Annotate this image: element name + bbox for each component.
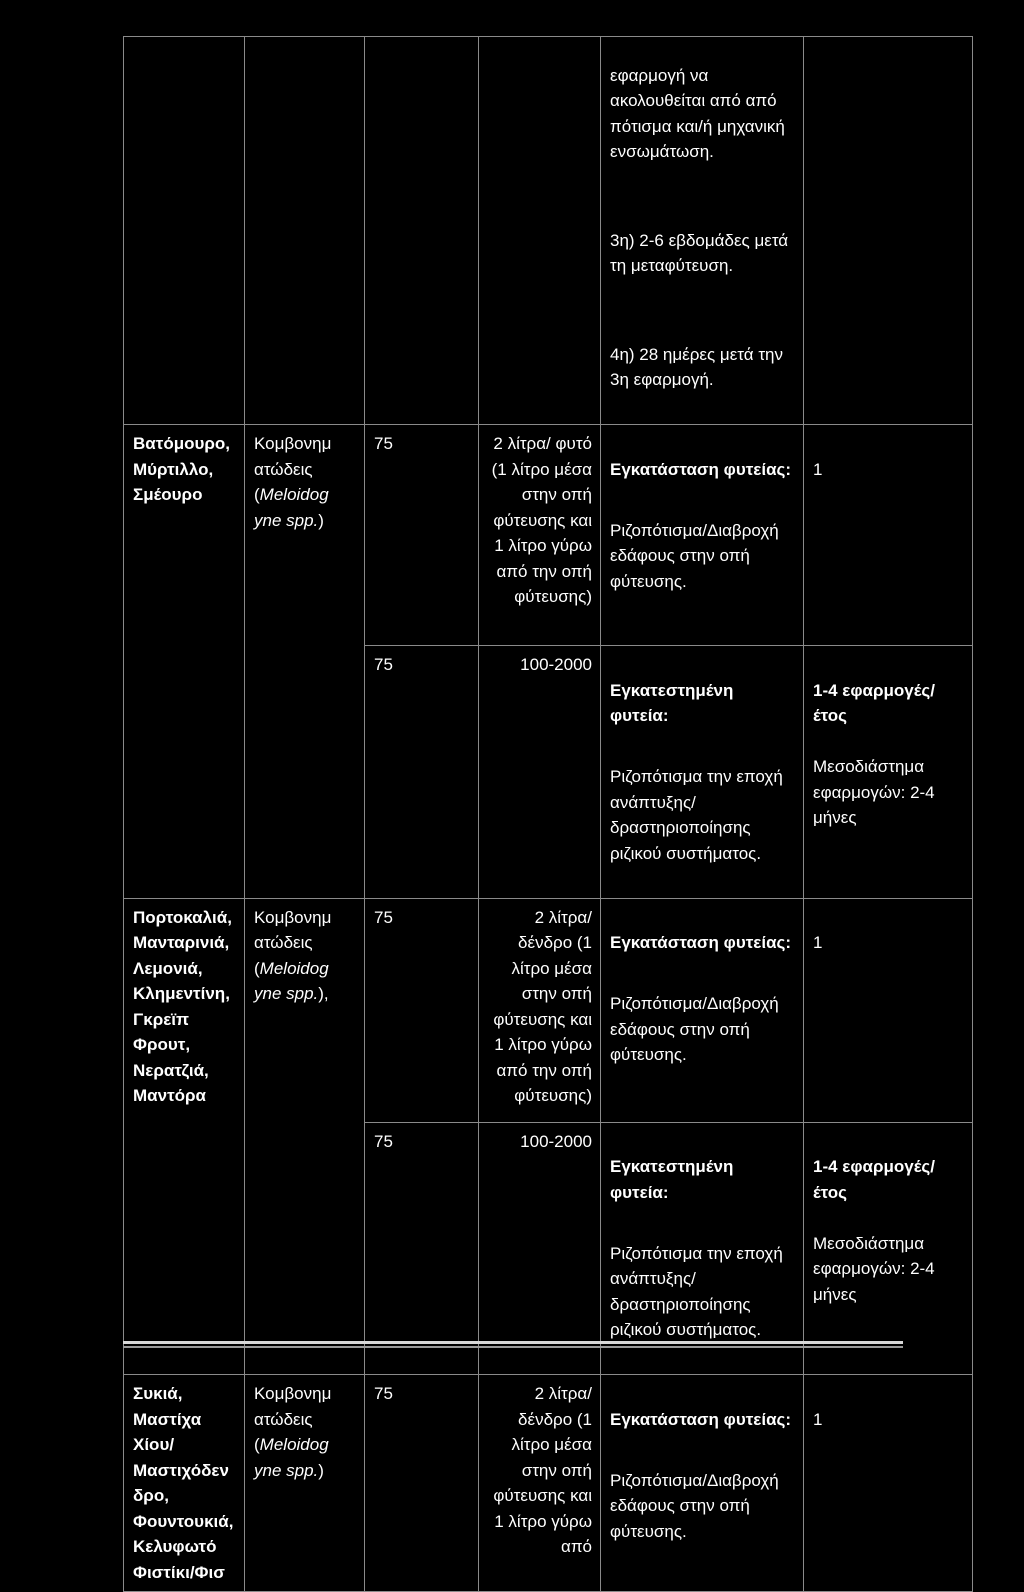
applications-count: 1 [813, 933, 823, 952]
dose-cell [365, 1122, 479, 1375]
method-text: 3η) 2-6 εβδομάδες μετά τη μεταφύτευση. [610, 230, 789, 275]
method-text: Ριζοπότισμα την εποχή ανάπτυξης/δραστηριοποίησης ριζικού συστήματος. [610, 767, 783, 863]
method-cell [601, 37, 804, 425]
applications-count: 1 [813, 1409, 823, 1429]
dosage-table [123, 36, 973, 1592]
method-cell [601, 646, 804, 899]
dose-cell [365, 37, 479, 425]
rate-cell [479, 425, 601, 646]
rate-cell [479, 646, 601, 899]
applications-cell [804, 1122, 973, 1375]
stage-title: Εγκατάσταση φυτείας: [610, 459, 792, 479]
dose-cell [365, 425, 479, 646]
rate-value: 100-2000 [520, 1131, 592, 1151]
pest-name: Κομβονημ ατώδεις ( [254, 907, 332, 978]
dose-cell [365, 898, 479, 1122]
applications-count: 1 [813, 459, 823, 479]
dose-cell [365, 1375, 479, 1592]
table-row [124, 898, 973, 1122]
method-text: Ριζοπότισμα/Διαβροχή εδάφους στην οπή φύτευσης. [610, 520, 779, 591]
applications-interval: Μεσοδιάστημα εφαρμογών: 2-4 μήνες [813, 1233, 935, 1304]
applications-bold: 1-4 εφαρμογές/έτος [813, 680, 935, 725]
dose-value: 75 [374, 1384, 393, 1403]
rate-cell [479, 1375, 601, 1592]
method-cell [601, 1122, 804, 1375]
rate-value: 2 λίτρα/ φυτό (1 λίτρο μέσα στην οπή φύτευσης και 1 λίτρο γύρω από την οπή φύτευσης) [491, 434, 592, 606]
method-text: Ριζοπότισμα/Διαβροχή εδάφους στην οπή φύτευσης. [610, 1470, 779, 1541]
rate-cell [479, 37, 601, 425]
method-cell [601, 1375, 804, 1592]
pest-name: Κομβονημ ατώδεις ( [254, 434, 332, 504]
stage-title: Εγκατεστημένη φυτεία: [610, 680, 734, 725]
pest-latin: Meloidog yne spp. [254, 485, 329, 530]
rate-value: 100-2000 [520, 655, 592, 674]
method-text: Ριζοπότισμα/Διαβροχή εδάφους στην οπή φύτευσης. [610, 994, 779, 1064]
table-top-gap [652, 28, 934, 36]
applications-cell [804, 37, 973, 425]
stage-title: Εγκατάσταση φυτείας: [610, 1409, 792, 1429]
method-cell [601, 425, 804, 646]
applications-cell [804, 898, 973, 1122]
dose-value: 75 [374, 655, 393, 674]
applications-cell [804, 646, 973, 899]
crop-cell: Βατόμουρο, Μύρτιλλο, Σμέουρο [124, 425, 245, 899]
pest-cell [245, 1375, 365, 1592]
dose-value: 75 [374, 1131, 393, 1151]
rate-value: 2 λίτρα/ δένδρο (1 λίτρο μέσα στην οπή φύτευσης και 1 λίτρο γύρω από [493, 1384, 592, 1556]
pest-cell [245, 898, 365, 1375]
table-row [124, 425, 973, 646]
method-text: Ριζοπότισμα την εποχή ανάπτυξης/δραστηριοποίησης ριζικού συστήματος. [610, 1243, 783, 1339]
crop-cell: Συκιά, Μαστίχα Χίου/Μαστιχόδενδρο, Φουντουκιά, Κελυφωτό Φιστίκι/Φισ [124, 1375, 245, 1592]
table-row [124, 1375, 973, 1592]
pest-cell [245, 425, 365, 899]
pest-tail: ), [318, 984, 329, 1003]
table-row [124, 37, 973, 425]
pest-name: Κομβονημ ατώδεις ( [254, 1384, 332, 1454]
pest-latin: Meloidog yne spp. [254, 958, 329, 1003]
rate-cell [479, 1122, 601, 1375]
footer-rule-secondary [123, 1346, 903, 1348]
dose-value: 75 [374, 907, 393, 927]
dose-cell [365, 646, 479, 899]
method-cell [601, 898, 804, 1122]
applications-interval: Μεσοδιάστημα εφαρμογών: 2-4 μήνες [813, 757, 935, 827]
applications-bold: 1-4 εφαρμογές/έτος [813, 1157, 935, 1202]
pest-tail: ) [318, 1460, 324, 1480]
method-text: εφαρμογή να ακολουθείται από από πότισμα και/ή μηχανική ενσωμάτωση. [610, 65, 785, 161]
stage-title: Εγκατεστημένη φυτεία: [610, 1157, 734, 1202]
applications-cell [804, 1375, 973, 1592]
rate-value: 2 λίτρα/ δένδρο (1 λίτρο μέσα στην οπή φύτευσης και 1 λίτρο γύρω από την οπή φύτευσης) [493, 907, 592, 1105]
dose-value: 75 [374, 434, 393, 453]
stage-title: Εγκατάσταση φυτείας: [610, 933, 792, 952]
pest-tail: ) [318, 510, 324, 530]
crop-cell: Πορτοκαλιά, Μανταρινιά, Λεμονιά, Κλημεντίνη, Γκρεϊπ Φρουτ, Νερατζιά, Μαντόρα [124, 898, 245, 1375]
method-text: 4η) 28 ημέρες μετά την 3η εφαρμογή. [610, 344, 783, 389]
pest-cell [245, 37, 365, 425]
applications-cell [804, 425, 973, 646]
pest-latin: Meloidog yne spp. [254, 1435, 329, 1480]
rate-cell [479, 898, 601, 1122]
crop-cell [124, 37, 245, 425]
footer-rule [123, 1341, 903, 1344]
